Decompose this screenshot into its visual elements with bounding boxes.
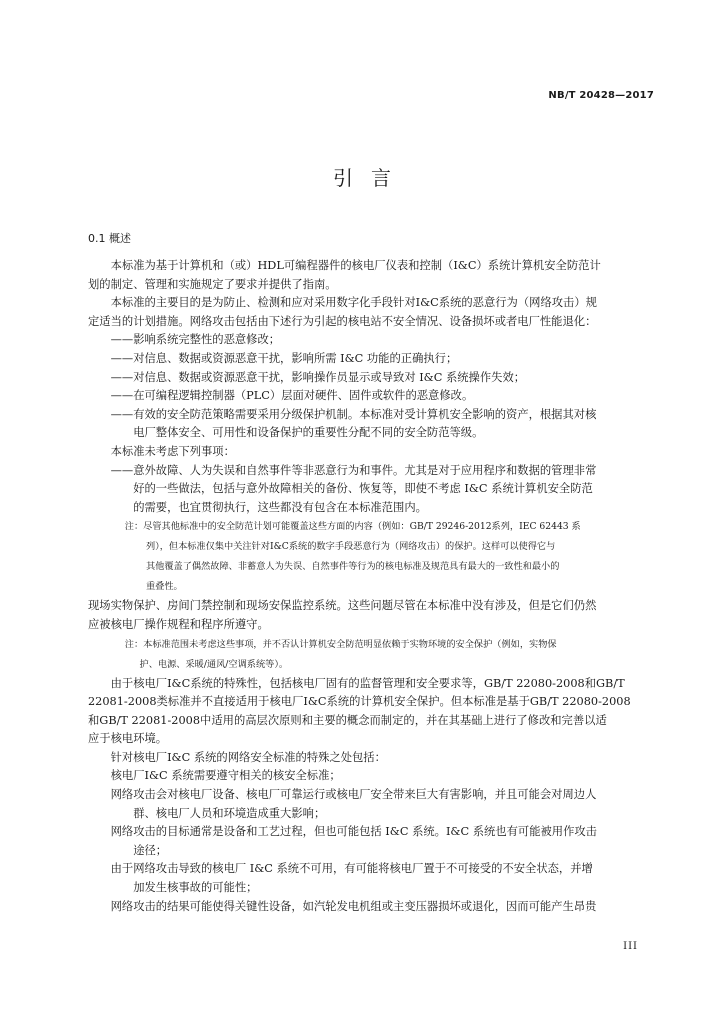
list-item-continuation: 好的一些做法，包括与意外故障相关的备份、恢复等，即使不考虑 I&C 系统计算机安全防范 (133, 482, 593, 496)
list-item: ——有效的安全防范策略需要采用分级保护机制。本标准对受计算机安全影响的资产，根据其对核 (110, 407, 597, 421)
list-item-continuation: 加发生核事故的可能性； (133, 881, 258, 895)
paragraph-line: 由于核电厂I&C系统的特殊性，包括核电厂固有的监督管理和安全要求等，GB/T 22080-2008和GB/T (110, 676, 625, 690)
section-heading: 0.1 概述 (88, 232, 131, 245)
list-item: ——对信息、数据或资源恶意干扰，影响操作员显示或导致对 I&C 系统操作失效； (110, 370, 526, 384)
list-item-continuation: 的需要，也宜贯彻执行，这些都没有包含在本标准范围内。 (133, 500, 427, 514)
page-title: 引言 (333, 166, 409, 190)
paragraph-line: 本标准未考虑下列事项： (110, 444, 235, 458)
list-item: ——意外故障、人为失误和自然事件等非恶意行为和事件。尤其是对于应用程序和数据的管理非常 (110, 463, 597, 477)
list-item: ——对信息、数据或资源恶意干扰，影响所需 I&C 功能的正确执行； (110, 351, 458, 365)
list-item: 由于网络攻击导致的核电厂 I&C 系统不可用，有可能将核电厂置于不可接受的不安全状态，并增 (110, 862, 593, 876)
note-continuation: 重叠性。 (145, 581, 183, 593)
list-item: 网络攻击的目标通常是设备和工艺过程，但也可能包括 I&C 系统。I&C 系统也有可能被用作攻击 (110, 825, 597, 839)
list-item-continuation: 电厂整体安全、可用性和设备保护的重要性分配不同的安全防范等级。 (133, 426, 484, 440)
standard-code: NB/T 20428—2017 (548, 90, 654, 101)
note-continuation: 其他覆盖了偶然故障、非蓄意人为失误、自然事件等行为的核电标准及规范具有最大的一致性和最小的 (145, 561, 560, 573)
note-line: 注：尽管其他标准中的安全防范计划可能覆盖这些方面的内容（例如：GB/T 29246-2012系列，IEC 62443 系 (124, 521, 581, 533)
list-item: 核电厂I&C 系统需要遵守相关的核安全标准； (110, 769, 341, 783)
paragraph-line: 本标准的主要目的是为防止、检测和应对采用数字化手段针对I&C系统的恶意行为（网络攻击）规 (110, 296, 597, 310)
paragraph-line: 划的制定、管理和实施规定了要求并提供了指南。 (88, 277, 337, 291)
paragraph-line: 现场实物保护、房间门禁控制和现场安保监控系统。这些问题尽管在本标准中没有涉及，但是它们仍然 (88, 599, 597, 613)
list-item: ——在可编程逻辑控制器（PLC）层面对硬件、固件或软件的恶意修改。 (110, 389, 474, 403)
paragraph-line: 和GB/T 22081-2008中适用的高层次原则和主要的概念而制定的，并在其基础上进行了修改和完善以适 (88, 713, 607, 727)
paragraph-line: 定适当的计划措施。网络攻击包括由下述行为引起的核电站不安全情况、设备损坏或者电厂性能退化： (88, 314, 597, 328)
page-number: III (623, 941, 638, 952)
list-item-continuation: 群、核电厂人员和环境造成重大影响； (133, 806, 326, 820)
body-text (88, 257, 656, 916)
paragraph-line: 22081-2008类标准并不直接适用于核电厂I&C系统的计算机安全保护。但本标准是基于GB/T 22080-2008 (88, 695, 631, 709)
note-continuation: 列），但本标准仅集中关注针对I&C系统的数字手段恶意行为（网络攻击）的保护。这样可以使得它与 (145, 541, 556, 553)
note-line: 注：本标准范围未考虑这些事项，并不否认计算机安全防范明显依赖于实物环境的安全保护（例如，实物保 (124, 638, 557, 650)
paragraph-line: 应于核电环境。 (88, 732, 168, 746)
list-item: 网络攻击会对核电厂设备、核电厂可靠运行或核电厂安全带来巨大有害影响，并且可能会对周边人 (110, 788, 597, 802)
list-item: 网络攻击的结果可能使得关键性设备，如汽轮发电机组或主变压器损坏或退化，因而可能产生昂贵 (110, 899, 597, 913)
paragraph-line: 针对核电厂I&C 系统的网络安全标准的特殊之处包括： (110, 750, 386, 764)
list-item: ——影响系统完整性的恶意修改； (110, 333, 281, 347)
note-continuation: 护、电源、采暖/通风/空调系统等）。 (139, 658, 289, 670)
paragraph-line: 本标准为基于计算机和（或）HDL可编程器件的核电厂仪表和控制（I&C）系统计算机安全防范计 (110, 259, 601, 272)
paragraph-line: 应被核电厂操作规程和程序所遵守。 (88, 617, 269, 631)
list-item-continuation: 途径； (133, 843, 168, 857)
